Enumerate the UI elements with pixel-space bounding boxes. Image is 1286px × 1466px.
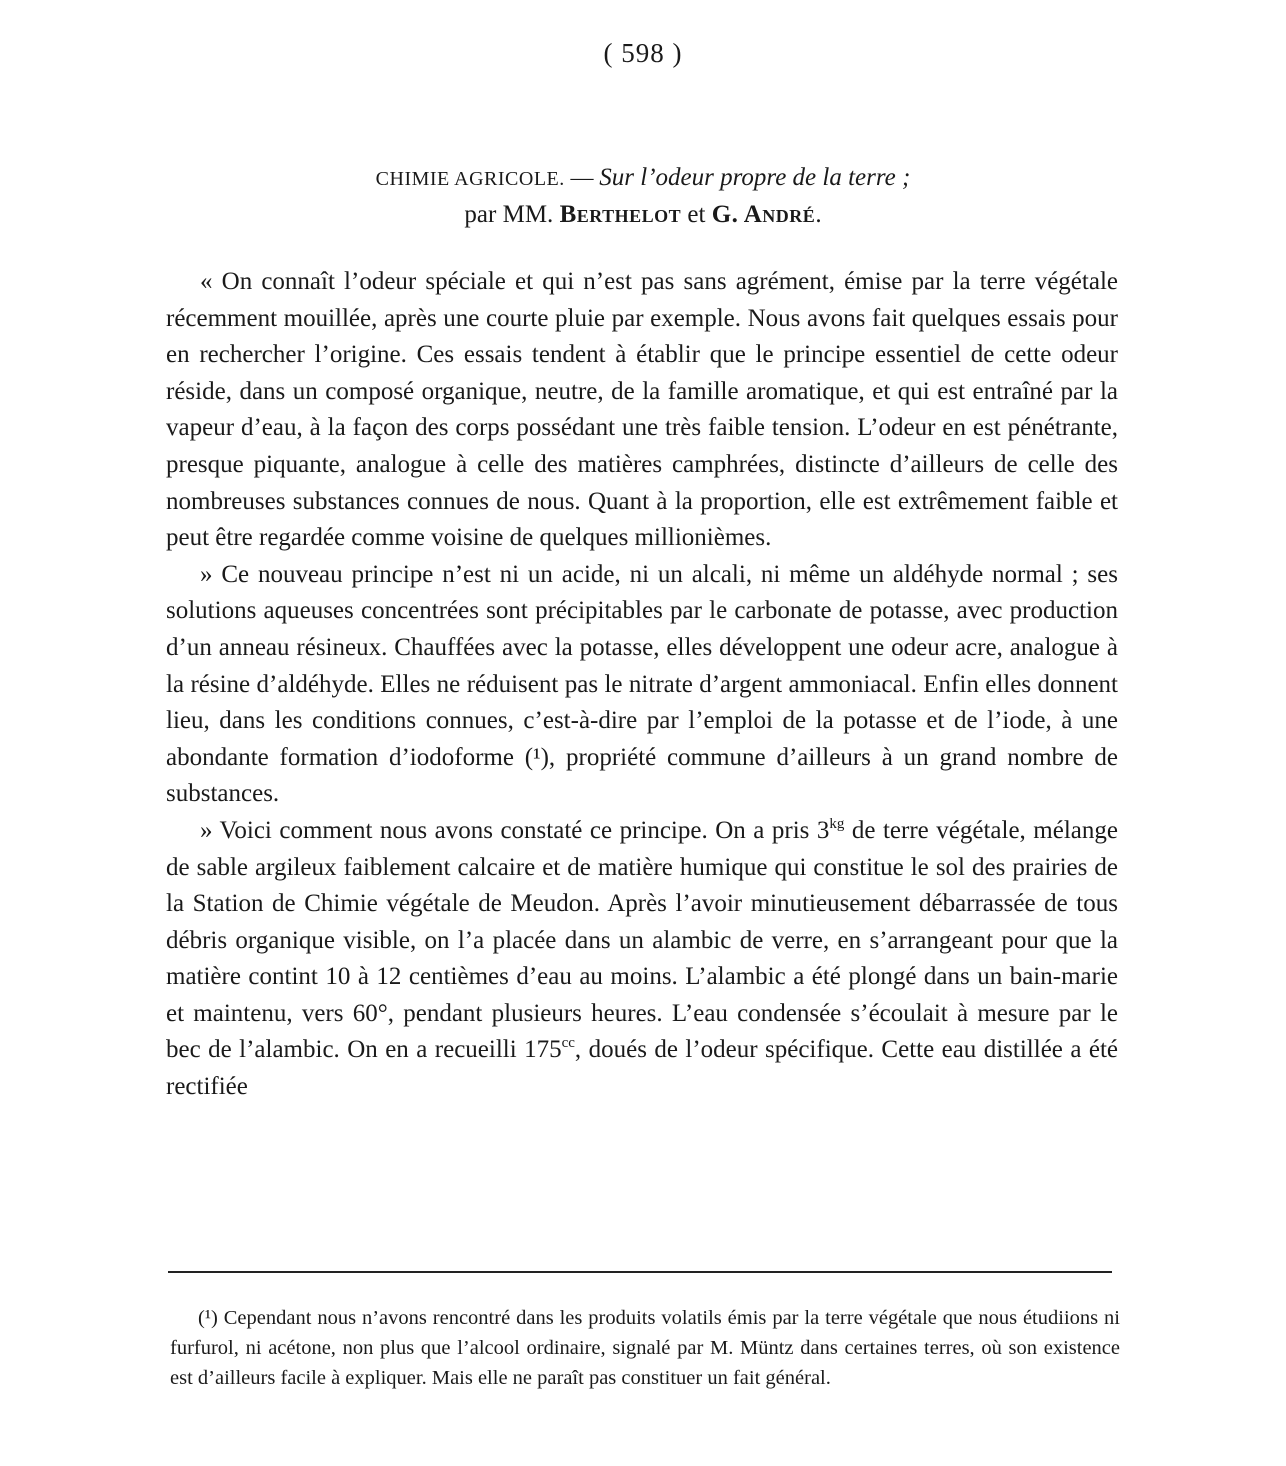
authors-prefix: par MM. bbox=[464, 201, 560, 228]
authors-conjunction: et bbox=[681, 201, 712, 228]
author-berthelot: Berthelot bbox=[559, 201, 682, 228]
paragraph-2 bbox=[166, 557, 1118, 813]
article-heading bbox=[0, 160, 1286, 233]
footnote-marker: (¹) bbox=[198, 1307, 218, 1329]
article-title-line bbox=[0, 160, 1286, 197]
section-label: CHIMIE AGRICOLE. bbox=[375, 168, 565, 190]
unit-cc: cc bbox=[561, 1035, 575, 1052]
footnote bbox=[170, 1303, 1120, 1393]
footnote-paragraph bbox=[170, 1303, 1120, 1393]
article-body bbox=[166, 264, 1118, 1106]
author-andre: G. André bbox=[711, 201, 816, 228]
paragraph-2-text: » Ce nouveau principe n’est ni un acide, ni un alcali, ni même un aldéhyde normal ; ses solutions aqueuses concentrées sont précipitables par le carbonate de potasse, avec production d’un anneau résineux. Chauffées avec la potasse, elles développent une odeur acre, analogue à la résine d’aldéhyde. Elles ne réduisent pas le nitrate d’argent ammoniacal. Enfin elles donnent lieu, dans les conditions connues, c’est-à-dire par l’emploi de la potasse et de l’iode, à une abondante formation d’iodoforme bbox=[166, 560, 1118, 771]
authors-end: . bbox=[815, 201, 822, 228]
paragraph-3-text-c: , doués de l’odeur spécifique. Cette eau distillée a été rectifiée bbox=[166, 1036, 1118, 1101]
paragraph-3 bbox=[166, 813, 1118, 1106]
article-subject: Sur l’odeur propre de la terre ; bbox=[599, 164, 911, 191]
footnote-text: Cependant nous n’avons rencontré dans les produits volatils émis par la terre végétale que nous étudiions ni furfurol, ni acétone, non plus que l’alcool ordinaire, signalé par M. Müntz dans certaines terres, où son existence est d’ailleurs facile à expliquer. Mais elle ne paraît pas constituer un fait général. bbox=[170, 1307, 1120, 1389]
paragraph-2-end: , propriété commune d’ailleurs à un grand nombre de substances. bbox=[166, 743, 1118, 808]
paragraph-3-text-b: de terre végétale, mélange de sable argileux faiblement calcaire et de matière humique qui constitue le sol des prairies de la Station de Chimie végétale de Meudon. Après l’avoir minutieusement débarrassée de tous débris organique visible, on l’a placée dans un alambic de verre, en s’arrangeant pour que la matière contint 10 à 12 centièmes d’eau au moins. L’alambic a été plongé dans un bain-marie et maintenu, vers 60°, pendant plusieurs heures. L’eau condensée s’écoulait à mesure par le bec de l’alambic. On en a recueilli 175 bbox=[166, 816, 1118, 1064]
paragraph-3-text-a: » Voici comment nous avons constaté ce principe. On a pris 3 bbox=[200, 816, 830, 844]
article-authors-line bbox=[0, 197, 1286, 233]
page-number: ( 598 ) bbox=[603, 38, 683, 68]
title-dash: — bbox=[564, 165, 600, 190]
footnote-divider bbox=[168, 1271, 1112, 1273]
unit-kg: kg bbox=[829, 815, 845, 832]
footnote-reference[interactable]: (¹) bbox=[524, 743, 549, 771]
paragraph-1: « On connaît l’odeur spéciale et qui n’est pas sans agrément, émise par la terre végétale récemment mouillée, après une courte pluie par exemple. Nous avons fait quelques essais pour en rechercher l’origine. Ces essais tendent à établir que le principe essentiel de cette odeur réside, dans un composé organique, neutre, de la famille aromatique, et qui est entraîné par la vapeur d’eau, à la façon des corps possédant une très faible tension. L’odeur en est pénétrante, presque piquante, analogue à celle des matières camphrées, distincte d’ailleurs de celle des nombreuses substances connues de nous. Quant à la proportion, elle est extrêmement faible et peut être regardée comme voisine de quelques millionièmes. bbox=[166, 268, 1118, 552]
